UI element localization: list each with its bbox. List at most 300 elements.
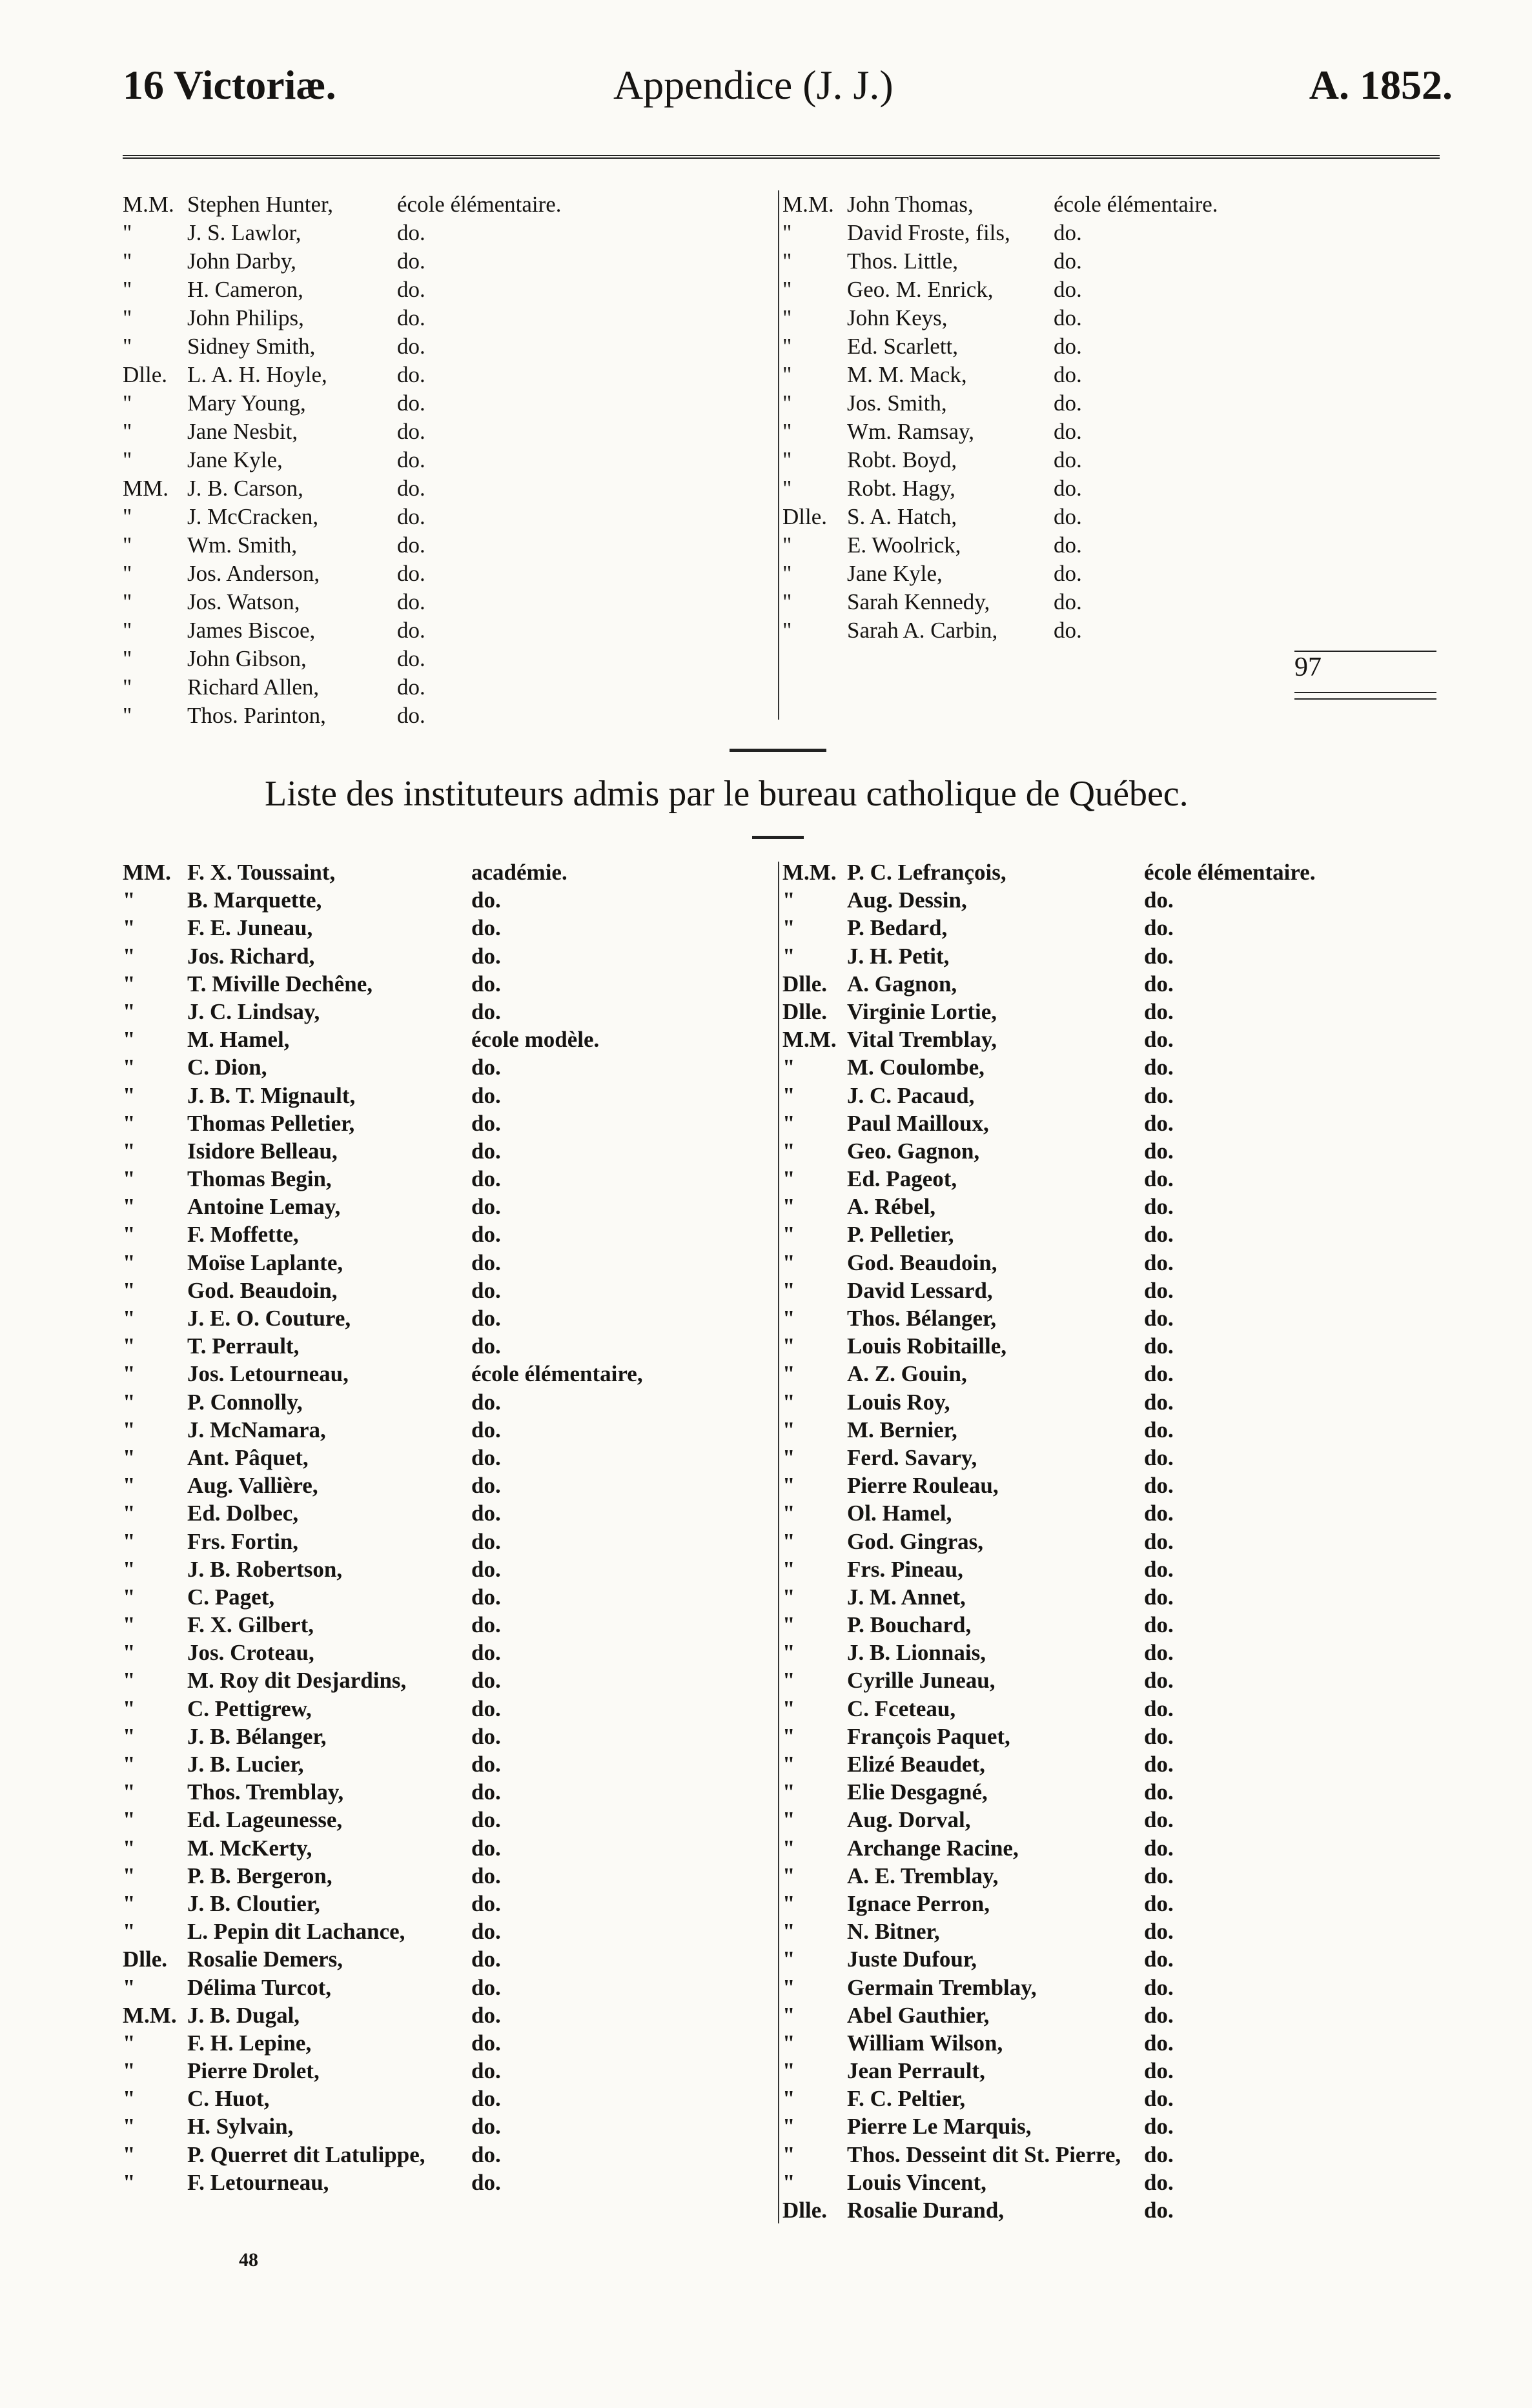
entry-name: Virginie Lortie, xyxy=(847,998,997,1024)
entry-name: Wm. Ramsay, xyxy=(847,419,974,444)
list-item xyxy=(123,2085,768,2112)
entry-name: Ignace Perron, xyxy=(847,1890,990,1916)
list-item xyxy=(123,1611,768,1639)
entry-title: " xyxy=(123,1027,136,1053)
entry-name: Louis Vincent, xyxy=(847,2169,986,2195)
page-marker-rule xyxy=(1294,692,1436,693)
list-item xyxy=(782,1917,1428,1945)
entry-name: F. X. Toussaint, xyxy=(187,860,336,885)
entry-title: MM. xyxy=(123,860,171,885)
entry-school: do. xyxy=(397,618,425,643)
entry-title: " xyxy=(123,1055,136,1080)
entry-name: Pierre Drolet, xyxy=(187,2058,320,2084)
entry-school: do. xyxy=(471,1417,501,1442)
list-item xyxy=(123,886,768,914)
list-item xyxy=(782,1611,1428,1639)
entry-school: do. xyxy=(471,1389,501,1415)
list-item xyxy=(782,446,1299,474)
entry-title: " xyxy=(782,1389,795,1415)
entry-name: E. Woolrick, xyxy=(847,532,961,558)
entry-school: do. xyxy=(1144,1779,1174,1805)
entry-title: " xyxy=(782,362,792,387)
entry-title: " xyxy=(123,943,136,969)
entry-name: C. Dion, xyxy=(187,1055,267,1080)
list-item xyxy=(782,1332,1428,1360)
entry-title: " xyxy=(123,618,132,643)
entry-school: do. xyxy=(397,248,425,274)
entry-title: " xyxy=(123,1779,136,1805)
entry-school: do. xyxy=(471,1138,501,1164)
list-item xyxy=(123,1890,768,1917)
list-item xyxy=(123,1220,768,1248)
entry-school: do. xyxy=(471,971,501,997)
entry-school: do. xyxy=(471,1333,501,1359)
entry-name: Jos. Watson, xyxy=(187,589,300,614)
entry-school: do. xyxy=(1054,277,1082,302)
entry-school: do. xyxy=(471,1612,501,1638)
entry-title: " xyxy=(123,971,136,997)
entry-school: do. xyxy=(1144,1194,1174,1220)
entry-name: Germain Tremblay, xyxy=(847,1974,1037,2000)
entry-title: " xyxy=(782,2141,795,2167)
entry-title: " xyxy=(123,561,132,586)
entry-title: " xyxy=(782,1890,795,1916)
entry-title: " xyxy=(123,1222,136,1248)
entry-title: Dlle. xyxy=(123,362,168,387)
entry-name: Thos. Little, xyxy=(847,248,959,274)
list-item xyxy=(123,1806,768,1834)
entry-title: " xyxy=(123,1166,136,1192)
entry-title: " xyxy=(782,589,792,614)
entry-title: " xyxy=(123,998,136,1024)
section-divider xyxy=(752,836,804,839)
entry-school: do. xyxy=(471,1974,501,2000)
entry-name: Jos. Croteau, xyxy=(187,1640,314,1666)
entry-school: do. xyxy=(471,998,501,1024)
list-item xyxy=(782,1945,1428,1973)
list-item xyxy=(123,1639,768,1666)
entry-school: do. xyxy=(1144,1110,1174,1136)
list-item xyxy=(123,247,768,276)
list-item xyxy=(123,276,768,304)
list-item xyxy=(123,1137,768,1165)
entry-name: F. H. Lepine, xyxy=(187,2030,312,2056)
list-item xyxy=(782,1444,1428,1472)
entry-school: do. xyxy=(1144,1695,1174,1721)
entry-school: do. xyxy=(1054,220,1082,245)
entry-title: " xyxy=(123,1640,136,1666)
entry-title: " xyxy=(782,2030,795,2056)
list-item xyxy=(782,276,1299,304)
list-item xyxy=(782,1862,1428,1890)
entry-school: do. xyxy=(1144,1974,1174,2000)
entry-title: " xyxy=(123,703,132,728)
list-item xyxy=(123,914,768,942)
entry-school: do. xyxy=(471,2141,501,2167)
list-item xyxy=(782,616,1299,645)
entry-name: F. Moffette, xyxy=(187,1222,299,1248)
entry-name: J. B. Lionnais, xyxy=(847,1640,986,1666)
list-item xyxy=(123,1053,768,1081)
entry-school: école élémentaire. xyxy=(1144,860,1316,885)
entry-school: do. xyxy=(1144,1612,1174,1638)
list-item xyxy=(782,304,1299,332)
list-item xyxy=(782,1360,1428,1388)
list-item xyxy=(123,1945,768,1973)
entry-school: do. xyxy=(1144,1138,1174,1164)
list-item xyxy=(123,702,768,730)
entry-name: Elizé Beaudet, xyxy=(847,1752,985,1777)
entry-school: école modèle. xyxy=(471,1027,600,1053)
entry-name: Sidney Smith, xyxy=(187,334,316,359)
entry-school: do. xyxy=(1144,971,1174,997)
entry-title: " xyxy=(782,1612,795,1638)
list-item xyxy=(123,1778,768,1806)
entry-name: Jos. Letourneau, xyxy=(187,1361,349,1387)
entry-name: Paul Mailloux, xyxy=(847,1110,989,1136)
entry-name: M. McKerty, xyxy=(187,1835,312,1861)
entry-school: do. xyxy=(397,646,425,671)
entry-title: " xyxy=(782,1417,795,1442)
entry-title: " xyxy=(123,1668,136,1694)
entry-title: " xyxy=(782,1222,795,1248)
list-item xyxy=(123,858,768,886)
entry-name: C. Pettigrew, xyxy=(187,1695,312,1721)
entry-name: God. Beaudoin, xyxy=(187,1277,338,1303)
entry-title: " xyxy=(123,1444,136,1470)
entry-title: " xyxy=(123,1919,136,1945)
list-item xyxy=(782,1137,1428,1165)
entry-title: " xyxy=(123,646,132,671)
entry-name: Isidore Belleau, xyxy=(187,1138,338,1164)
entry-title: " xyxy=(123,419,132,444)
list-item xyxy=(782,219,1299,247)
entry-name: Délima Turcot, xyxy=(187,1974,331,2000)
entry-school: do. xyxy=(397,419,425,444)
entry-school: do. xyxy=(1144,1473,1174,1499)
list-item xyxy=(782,2141,1428,2169)
entry-title: " xyxy=(123,1389,136,1415)
list2-right-column xyxy=(782,858,1428,2224)
list-item xyxy=(123,2001,768,2029)
list-item xyxy=(123,418,768,446)
entry-school: do. xyxy=(471,1194,501,1220)
entry-name: Thos. Desseint dit St. Pierre, xyxy=(847,2141,1121,2167)
entry-school: do. xyxy=(1144,943,1174,969)
entry-name: Aug. Vallière, xyxy=(187,1473,318,1499)
entry-title: " xyxy=(782,1444,795,1470)
entry-school: do. xyxy=(1144,1306,1174,1331)
list-item xyxy=(123,1528,768,1555)
entry-school: do. xyxy=(471,1863,501,1888)
entry-name: James Biscoe, xyxy=(187,618,316,643)
entry-name: Ant. Pâquet, xyxy=(187,1444,309,1470)
entry-school: do. xyxy=(471,1919,501,1945)
list-item xyxy=(123,1277,768,1304)
list-item xyxy=(123,1109,768,1137)
entry-name: Aug. Dorval, xyxy=(847,1807,971,1833)
entry-name: F. C. Peltier, xyxy=(847,2086,966,2112)
list-item xyxy=(782,247,1299,276)
entry-name: J. B. Lucier, xyxy=(187,1752,304,1777)
list-item xyxy=(123,1555,768,1583)
entry-title: " xyxy=(782,2086,795,2112)
entry-title: " xyxy=(123,589,132,614)
entry-title: " xyxy=(123,1695,136,1721)
entry-name: Robt. Boyd, xyxy=(847,447,957,472)
entry-school: do. xyxy=(471,1807,501,1833)
entry-title: " xyxy=(123,1250,136,1275)
list-item xyxy=(123,1472,768,1499)
entry-school: do. xyxy=(471,2030,501,2056)
list-item xyxy=(123,446,768,474)
page-marker: 97 xyxy=(1294,653,1322,682)
entry-title: " xyxy=(782,887,795,913)
list-item xyxy=(123,998,768,1026)
entry-name: C. Huot, xyxy=(187,2086,270,2112)
entry-title: " xyxy=(782,1138,795,1164)
list-item xyxy=(123,970,768,998)
entry-title: " xyxy=(782,1333,795,1359)
list-item xyxy=(123,1862,768,1890)
entry-name: M. Roy dit Desjardins, xyxy=(187,1668,407,1694)
entry-name: F. Letourneau, xyxy=(187,2169,329,2195)
entry-school: do. xyxy=(1144,2086,1174,2112)
entry-school: académie. xyxy=(471,860,567,885)
entry-name: A. Z. Gouin, xyxy=(847,1361,967,1387)
entry-name: N. Bitner, xyxy=(847,1919,940,1945)
entry-name: T. Miville Dechêne, xyxy=(187,971,373,997)
entry-title: " xyxy=(782,1194,795,1220)
list-item xyxy=(782,2169,1428,2196)
list-item xyxy=(782,2001,1428,2029)
entry-name: P. Bedard, xyxy=(847,915,948,941)
entry-title: " xyxy=(123,220,132,245)
entry-school: do. xyxy=(471,1640,501,1666)
entry-school: do. xyxy=(397,390,425,416)
entry-name: J. B. T. Mignault, xyxy=(187,1082,356,1108)
entry-title: " xyxy=(782,1306,795,1331)
entry-title: " xyxy=(123,305,132,330)
entry-school: do. xyxy=(471,1222,501,1248)
entry-name: Antoine Lemay, xyxy=(187,1194,341,1220)
entry-school: do. xyxy=(1054,390,1082,416)
entry-name: J. B. Bélanger, xyxy=(187,1723,327,1749)
entry-title: " xyxy=(782,1250,795,1275)
list-item xyxy=(123,1165,768,1193)
entry-title: " xyxy=(782,1974,795,2000)
entry-name: Ferd. Savary, xyxy=(847,1444,977,1470)
entry-school: do. xyxy=(471,2114,501,2140)
entry-name: Thomas Pelletier, xyxy=(187,1110,355,1136)
column-divider xyxy=(778,190,779,720)
entry-title: " xyxy=(782,476,792,501)
header-session: 16 Victoriæ. xyxy=(123,62,336,108)
entry-school: do. xyxy=(1054,419,1082,444)
list-item xyxy=(782,418,1299,446)
entry-title: " xyxy=(123,1082,136,1108)
entry-school: do. xyxy=(397,476,425,501)
entry-school: do. xyxy=(471,1752,501,1777)
entry-name: J. E. O. Couture, xyxy=(187,1306,351,1331)
entry-title: " xyxy=(123,2058,136,2084)
entry-name: M. Hamel, xyxy=(187,1027,290,1053)
entry-name: Louis Robitaille, xyxy=(847,1333,1006,1359)
entry-title: " xyxy=(782,220,792,245)
entry-school: do. xyxy=(397,703,425,728)
entry-title: " xyxy=(123,2141,136,2167)
list-item xyxy=(123,474,768,503)
entry-name: T. Perrault, xyxy=(187,1333,300,1359)
entry-name: Jean Perrault, xyxy=(847,2058,985,2084)
entry-school: do. xyxy=(1144,1863,1174,1888)
list-item xyxy=(123,942,768,970)
entry-name: J. M. Annet, xyxy=(847,1584,966,1610)
list-item xyxy=(782,886,1428,914)
entry-school: do. xyxy=(397,277,425,302)
list-item xyxy=(123,616,768,645)
entry-title: " xyxy=(123,1306,136,1331)
entry-name: John Keys, xyxy=(847,305,948,330)
entry-title: MM. xyxy=(123,476,169,501)
entry-name: P. Querret dit Latulippe, xyxy=(187,2141,425,2167)
entry-title: " xyxy=(782,2058,795,2084)
list-item xyxy=(123,389,768,418)
entry-name: Abel Gauthier, xyxy=(847,2002,990,2028)
entry-school: do. xyxy=(1144,2169,1174,2195)
entry-name: Richard Allen, xyxy=(187,674,320,700)
entry-name: A. Rébel, xyxy=(847,1194,936,1220)
entry-name: Thos. Parinton, xyxy=(187,703,326,728)
entry-title: " xyxy=(123,1807,136,1833)
entry-school: do. xyxy=(471,1166,501,1192)
list-item xyxy=(123,304,768,332)
entry-school: do. xyxy=(1144,1668,1174,1694)
list-item xyxy=(123,1834,768,1862)
list-item xyxy=(782,361,1299,389)
entry-title: " xyxy=(123,447,132,472)
list-item xyxy=(123,1360,768,1388)
list-item xyxy=(123,1193,768,1220)
entry-title: " xyxy=(782,1082,795,1108)
entry-name: Geo. Gagnon, xyxy=(847,1138,980,1164)
entry-title: Dlle. xyxy=(782,998,828,1024)
list-item xyxy=(123,219,768,247)
list-item xyxy=(782,503,1299,531)
entry-name: C. Fceteau, xyxy=(847,1695,956,1721)
entry-title: " xyxy=(782,1055,795,1080)
entry-school: do. xyxy=(1054,362,1082,387)
list-item xyxy=(782,190,1299,219)
entry-name: Thos. Bélanger, xyxy=(847,1306,997,1331)
entry-school: do. xyxy=(471,1501,501,1526)
entry-school: do. xyxy=(397,674,425,700)
list-item xyxy=(782,858,1428,886)
entry-school: do. xyxy=(1144,1890,1174,1916)
list-item xyxy=(123,2029,768,2057)
list-item xyxy=(782,1277,1428,1304)
entry-title: " xyxy=(782,1166,795,1192)
entry-name: J. B. Robertson, xyxy=(187,1556,343,1582)
entry-title: " xyxy=(782,1473,795,1499)
list-item xyxy=(123,1666,768,1694)
list-item xyxy=(123,2141,768,2169)
list-item xyxy=(782,588,1299,616)
entry-name: J. B. Cloutier, xyxy=(187,1890,320,1916)
page-header xyxy=(123,61,1453,132)
entry-school: do. xyxy=(471,1835,501,1861)
entry-school: do. xyxy=(1144,1333,1174,1359)
entry-name: J. C. Pacaud, xyxy=(847,1082,975,1108)
list-item xyxy=(123,1026,768,1053)
entry-title: " xyxy=(123,1863,136,1888)
list-item xyxy=(123,1499,768,1527)
list-item xyxy=(782,1639,1428,1666)
column-divider xyxy=(778,862,779,2223)
entry-school: do. xyxy=(1144,2058,1174,2084)
entry-school: do. xyxy=(397,220,425,245)
entry-name: F. X. Gilbert, xyxy=(187,1612,314,1638)
entry-title: M.M. xyxy=(782,860,837,885)
entry-title: " xyxy=(123,1556,136,1582)
list-item xyxy=(782,1890,1428,1917)
entry-school: do. xyxy=(471,1695,501,1721)
entry-name: Jane Nesbit, xyxy=(187,419,298,444)
entry-name: B. Marquette, xyxy=(187,887,322,913)
list-item xyxy=(782,2057,1428,2085)
list-item xyxy=(782,1778,1428,1806)
entry-name: Pierre Le Marquis, xyxy=(847,2114,1032,2140)
entry-school: do. xyxy=(397,561,425,586)
entry-name: Stephen Hunter, xyxy=(187,192,334,217)
entry-name: Cyrille Juneau, xyxy=(847,1668,996,1694)
entry-school: do. xyxy=(1144,1528,1174,1554)
list-item xyxy=(782,942,1428,970)
entry-name: P. C. Lefrançois, xyxy=(847,860,1006,885)
list-item xyxy=(782,914,1428,942)
entry-name: Aug. Dessin, xyxy=(847,887,967,913)
entry-title: " xyxy=(123,504,132,529)
entry-school: do. xyxy=(1054,447,1082,472)
header-rule xyxy=(123,155,1440,159)
entry-name: J. S. Lawlor, xyxy=(187,220,301,245)
entry-title: " xyxy=(123,1361,136,1387)
entry-name: Mary Young, xyxy=(187,390,306,416)
entry-title: " xyxy=(782,419,792,444)
entry-title: " xyxy=(782,915,795,941)
list-item xyxy=(123,1750,768,1778)
entry-school: do. xyxy=(1054,504,1082,529)
list-item xyxy=(782,1750,1428,1778)
entry-title: Dlle. xyxy=(782,971,828,997)
entry-school: do. xyxy=(471,1082,501,1108)
entry-name: S. A. Hatch, xyxy=(847,504,957,529)
entry-school: do. xyxy=(1144,1835,1174,1861)
list-item xyxy=(123,560,768,588)
entry-school: do. xyxy=(471,1779,501,1805)
list-item xyxy=(782,970,1428,998)
entry-title: M.M. xyxy=(782,1027,837,1053)
entry-school: do. xyxy=(1144,1417,1174,1442)
entry-name: Pierre Rouleau, xyxy=(847,1473,999,1499)
list-item xyxy=(782,1555,1428,1583)
entry-name: A. E. Tremblay, xyxy=(847,1863,999,1888)
entry-school: do. xyxy=(1144,2141,1174,2167)
entry-name: Robt. Hagy, xyxy=(847,476,955,501)
entry-name: Frs. Pineau, xyxy=(847,1556,963,1582)
entry-school: do. xyxy=(471,1528,501,1554)
entry-school: do. xyxy=(1144,2002,1174,2028)
